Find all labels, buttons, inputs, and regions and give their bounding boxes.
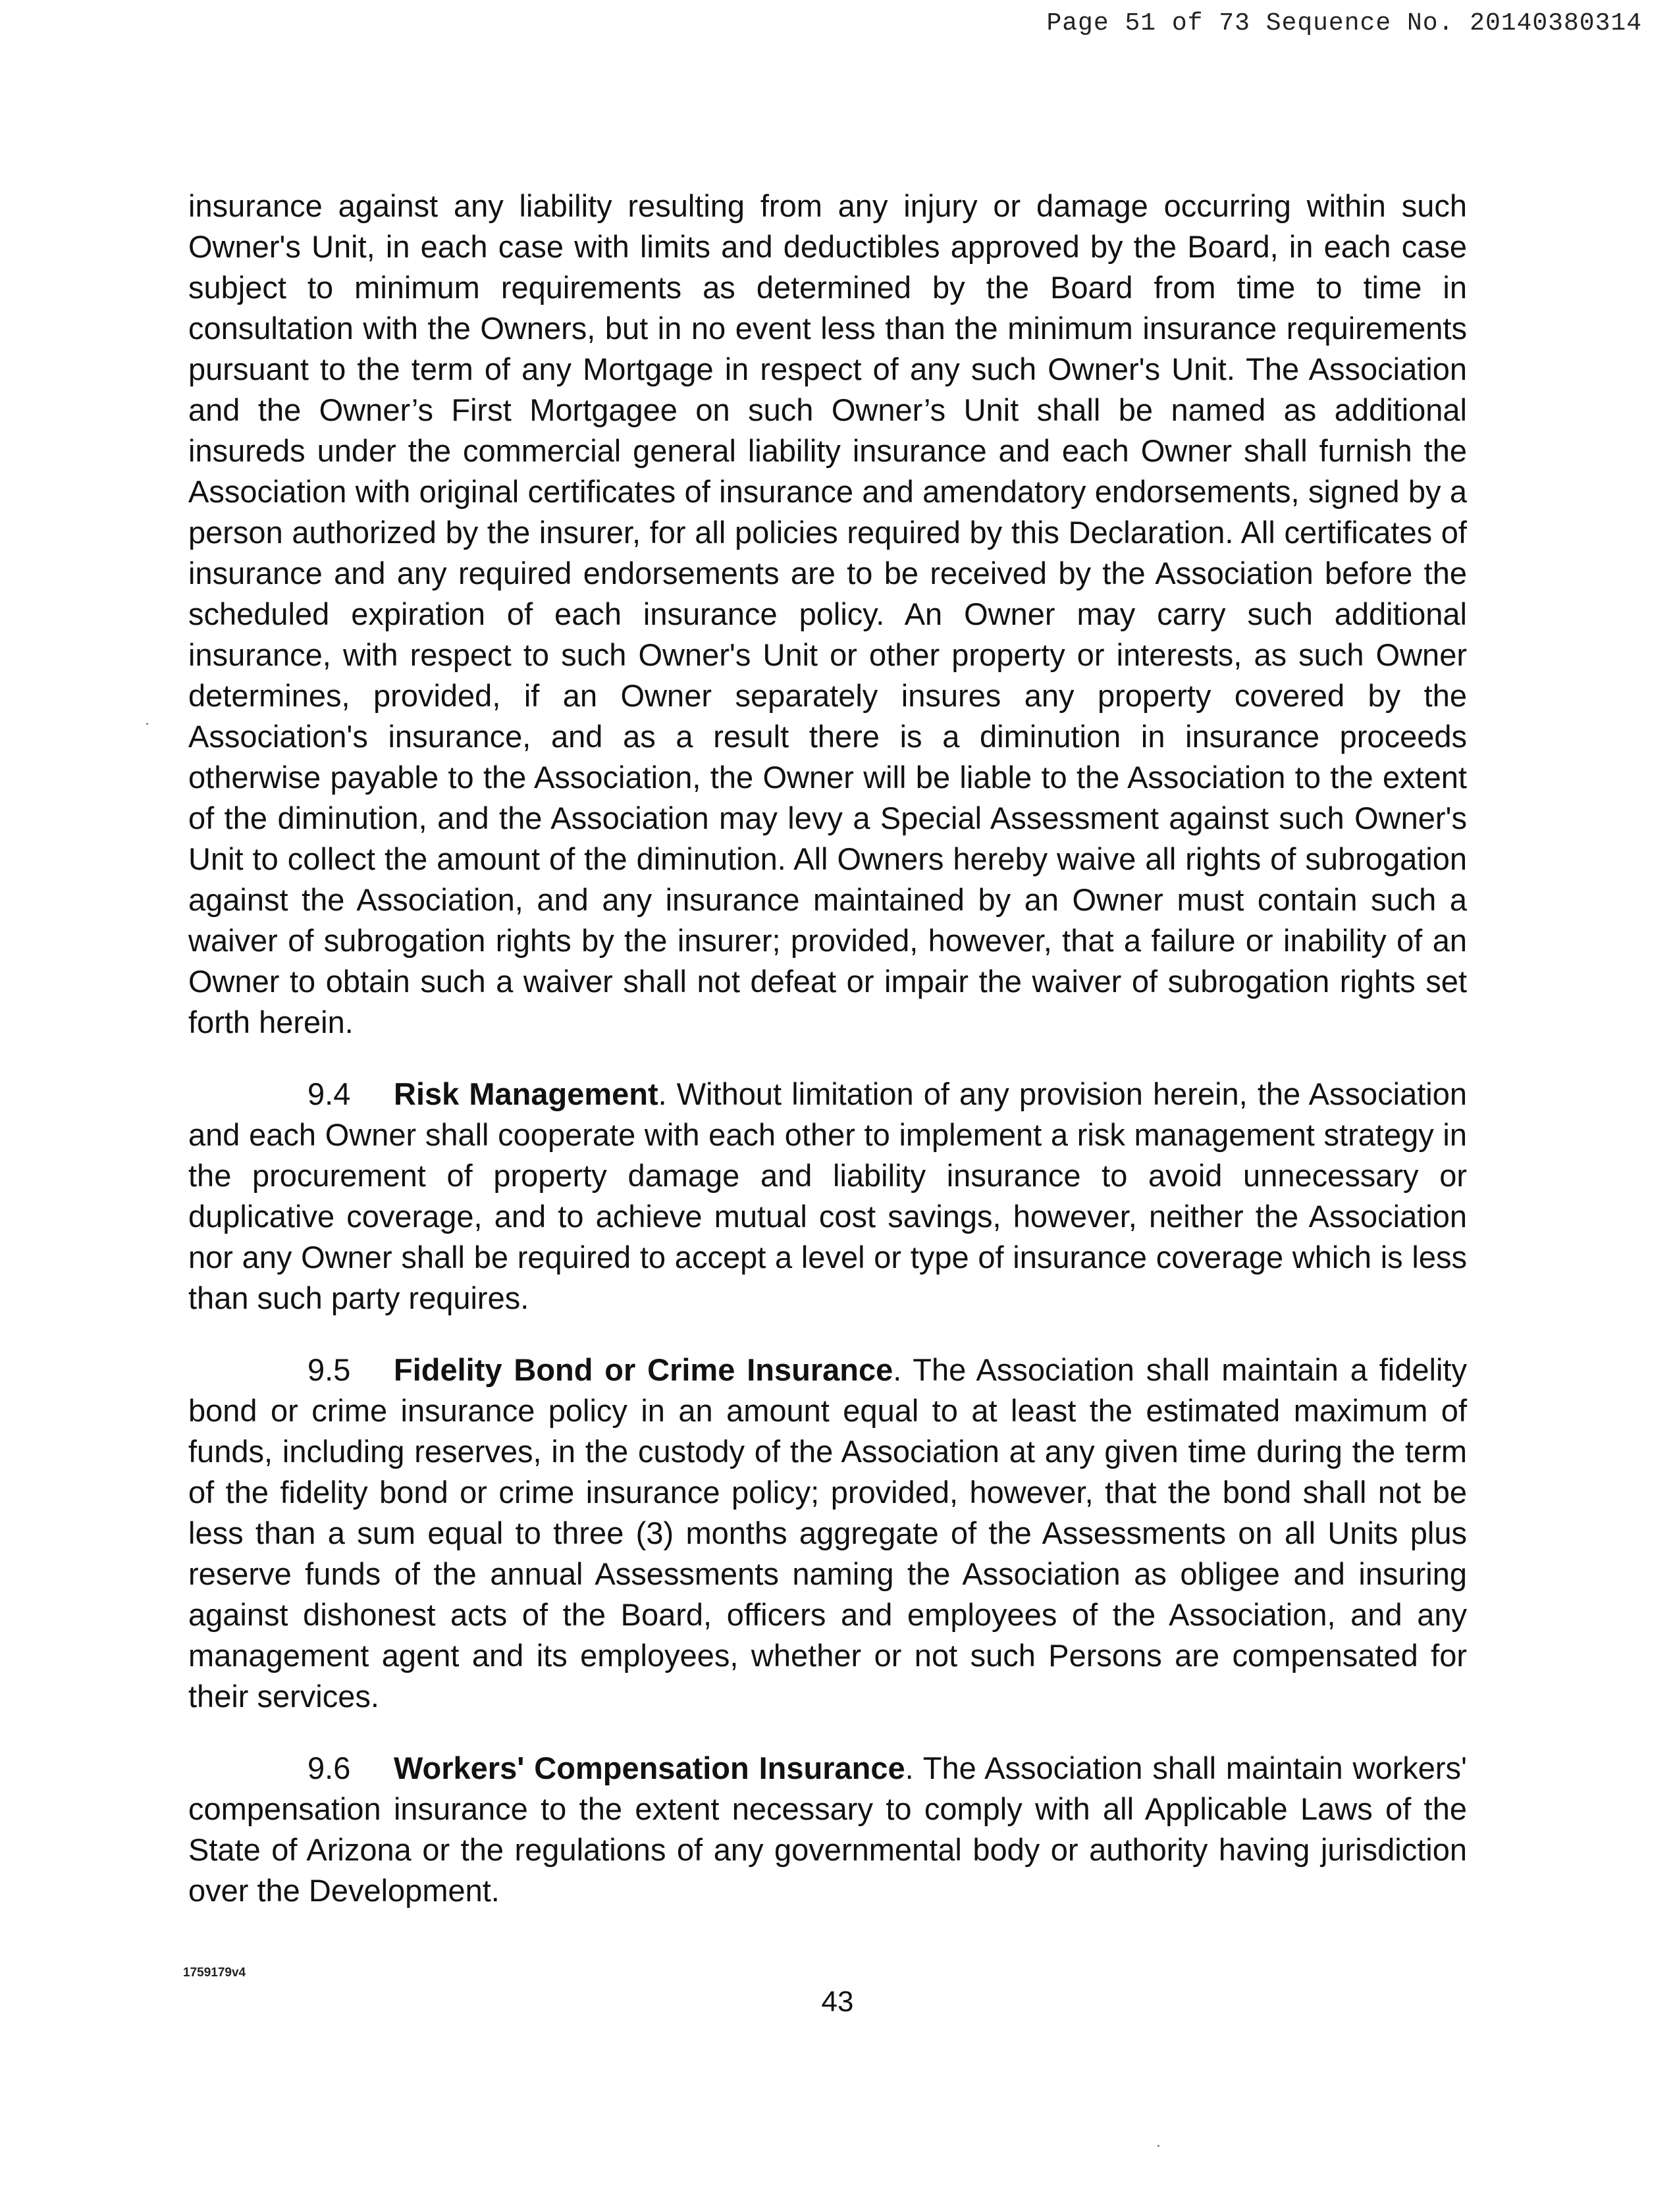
section-text: . The Association shall maintain a fidelity bond or crime insurance policy in an amount equal to at least the estimated maximum of funds, including reserves, in the custody of the Association at any given time during the term of the fidelity bond or crime insurance policy; provided, however, that the bond shall not be less than a sum equal to three (3) months aggregate of the Assessments on all Units plus reserve funds of the annual Assessments naming the Association as obligee and insuring against dishonest acts of the Board, officers and employees of the Association, and any management agent and its employees, whether or not such Persons are compensated for their services. — [188, 1352, 1467, 1714]
section-heading: Fidelity Bond or Crime Insurance — [394, 1352, 893, 1387]
document-body — [188, 186, 1467, 1942]
scan-speck — [146, 723, 148, 725]
section-heading: Workers' Compensation Insurance — [394, 1751, 905, 1785]
section-number: 9.5 — [307, 1352, 351, 1387]
continuation-paragraph: insurance against any liability resulting from any injury or damage occurring within such Owner's Unit, in each case with limits and deductibles approved by the Board, in each case subject to minimum requirements as determined by the Board from time to time in consultation with the Owners, but in no event less than the minimum insurance requirements pursuant to the term of any Mortgage in respect of any such Owner's Unit. The Association and the Owner’s First Mortgagee on such Owner’s Unit shall be named as additional insureds under the commercial general liability insurance and each Owner shall furnish the Association with original certificates of insurance and amendatory endorsements, signed by a person authorized by the insurer, for all policies required by this Declaration. All certificates of insurance and any required endorsements are to be received by the Association before the scheduled expiration of each insurance policy. An Owner may carry such additional insurance, with respect to such Owner's Unit or other property or interests, as such Owner determines, provided, if an Owner separately insures any property covered by the Association's insurance, and as a result there is a diminution in insurance proceeds otherwise payable to the Association, the Owner will be liable to the Association to the extent of the diminution, and the Association may levy a Special Assessment against such Owner's Unit to collect the amount of the diminution. All Owners hereby waive all rights of subrogation against the Association, and any insurance maintained by an Owner must contain such a waiver of subrogation rights by the insurer; provided, however, that a failure or inability of an Owner to obtain such a waiver shall not defeat or impair the waiver of subrogation rights set forth herein. — [188, 188, 1467, 1040]
section-9-6 — [188, 1748, 1467, 1911]
document-id: 1759179v4 — [183, 1966, 246, 1980]
section-number: 9.4 — [307, 1076, 351, 1111]
scan-speck — [1157, 2145, 1159, 2147]
section-9-4 — [188, 1074, 1467, 1319]
section-number: 9.6 — [307, 1751, 351, 1785]
section-text: . The Association shall maintain workers' compensation insurance to the extent necessary to comply with all Applicable Laws of the State of Arizona or the regulations of any governmental body or authority having jurisdiction over the Development. — [188, 1751, 1467, 1908]
recording-stamp: Page 51 of 73 Sequence No. 20140380314 — [1046, 9, 1642, 38]
page-number: 43 — [821, 1986, 854, 2018]
section-9-5 — [188, 1350, 1467, 1717]
section-heading: Risk Management — [394, 1076, 658, 1111]
section-text: . Without limitation of any provision herein, the Association and each Owner shall cooperate with each other to implement a risk management strategy in the procurement of property damage and liability insurance to avoid unnecessary or duplicative coverage, and to achieve mutual cost savings, however, neither the Association nor any Owner shall be required to accept a level or type of insurance coverage which is less than such party requires. — [188, 1076, 1467, 1315]
